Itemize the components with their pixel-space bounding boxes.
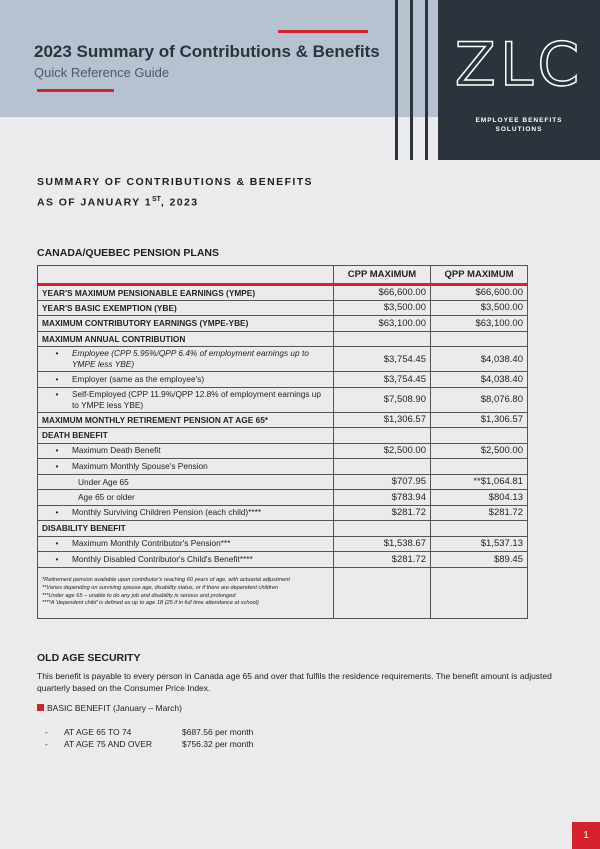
row-cpp-value (334, 521, 431, 537)
row-cpp-value: $63,100.00 (334, 316, 431, 332)
table-row (38, 331, 528, 347)
table-row (38, 459, 528, 475)
row-label-cell (38, 347, 334, 372)
footnotes (38, 567, 334, 618)
header-blank (38, 266, 334, 285)
row-label: Monthly Disabled Contributor's Child's Benefit**** (72, 553, 253, 564)
table-row (38, 285, 528, 301)
bullet-icon: • (55, 507, 59, 518)
row-qpp-value: $281.72 (431, 505, 528, 521)
table-row (38, 372, 528, 388)
table-row (38, 316, 528, 332)
bullet-icon: • (55, 445, 59, 456)
page-title: 2023 Summary of Contributions & Benefits (34, 42, 380, 61)
table-row (38, 300, 528, 316)
table-row (38, 474, 528, 490)
row-qpp-value: $804.13 (431, 490, 528, 506)
dash-icon: - (45, 727, 48, 737)
table-row (38, 347, 528, 372)
row-label: Maximum Death Benefit (72, 445, 161, 456)
row-label: YEAR'S BASIC EXEMPTION (YBE) (38, 300, 334, 316)
summary-line2 (37, 191, 313, 212)
summary-date-sup: ST (151, 196, 161, 203)
row-label-cell (38, 387, 334, 412)
row-label: YEAR'S MAXIMUM PENSIONABLE EARNINGS (YMPE) (38, 285, 334, 301)
row-label: MAXIMUM ANNUAL CONTRIBUTION (38, 331, 334, 347)
row-label-cell (38, 505, 334, 521)
summary-date-prefix: AS OF JANUARY 1 (37, 196, 152, 209)
table-header-row (38, 266, 528, 285)
table-notes-row (38, 567, 528, 618)
table-row (38, 536, 528, 552)
list-item (45, 739, 253, 749)
accent-line-top (278, 30, 368, 33)
row-qpp-value: $3,500.00 (431, 300, 528, 316)
bullet-icon: • (55, 538, 59, 549)
row-qpp-value (431, 459, 528, 475)
decor-line-1 (395, 0, 398, 160)
row-label-cell (38, 536, 334, 552)
table-row (38, 505, 528, 521)
row-label: Age 65 or older (38, 490, 334, 506)
row-cpp-value: $281.72 (334, 505, 431, 521)
row-label-cell (38, 372, 334, 388)
row-cpp-value: $707.95 (334, 474, 431, 490)
logo-tagline-line2: SOLUTIONS (495, 126, 543, 133)
row-qpp-value (431, 521, 528, 537)
row-cpp-value: $2,500.00 (334, 443, 431, 459)
logo-tagline-line1: EMPLOYEE BENEFITS (475, 117, 563, 124)
row-qpp-value: **$1,064.81 (431, 474, 528, 490)
oas-section-title: OLD AGE SECURITY (37, 652, 141, 664)
row-label: MAXIMUM MONTHLY RETIREMENT PENSION AT AGE 65* (38, 412, 334, 428)
list-item (45, 727, 253, 737)
row-label-cell (38, 443, 334, 459)
notes-blank-qpp (431, 567, 528, 618)
footnote: ****A 'dependent child' is defined as up to age 18 (25 if in full time attendance at school) (42, 600, 259, 607)
page-subtitle: Quick Reference Guide (34, 65, 170, 80)
row-label-cell (38, 552, 334, 568)
row-qpp-value: $66,600.00 (431, 285, 528, 301)
row-cpp-value: $783.94 (334, 490, 431, 506)
row-cpp-value: $66,600.00 (334, 285, 431, 301)
page-number: 1 (572, 822, 600, 849)
row-cpp-value: $7,508.90 (334, 387, 431, 412)
row-label: Under Age 65 (38, 474, 334, 490)
row-cpp-value: $1,306.57 (334, 412, 431, 428)
row-cpp-value (334, 331, 431, 347)
basic-benefit-label: BASIC BENEFIT (January – March) (47, 703, 182, 713)
col-header-qpp: QPP MAXIMUM (431, 266, 528, 285)
summary-date-suffix: , 2023 (160, 196, 199, 209)
row-cpp-value: $281.72 (334, 552, 431, 568)
row-label: DEATH BENEFIT (38, 428, 334, 444)
summary-heading (37, 174, 313, 212)
decor-line-3 (425, 0, 428, 160)
age-label: AT AGE 65 TO 74 (64, 727, 132, 737)
basic-benefit-heading (37, 703, 182, 713)
row-qpp-value: $63,100.00 (431, 316, 528, 332)
bullet-icon: • (55, 373, 59, 384)
row-cpp-value (334, 428, 431, 444)
row-qpp-value: $4,038.40 (431, 347, 528, 372)
table-row (38, 552, 528, 568)
row-cpp-value: $1,538.67 (334, 536, 431, 552)
row-label: Maximum Monthly Spouse's Pension (72, 460, 208, 471)
row-label: Maximum Monthly Contributor's Pension*** (72, 538, 231, 549)
row-cpp-value (334, 459, 431, 475)
decor-line-2 (410, 0, 413, 160)
row-qpp-value: $1,537.13 (431, 536, 528, 552)
row-label: Employee (CPP 5.95%/QPP 6.4% of employment earnings up to YMPE less YBE) (72, 348, 309, 369)
table-row (38, 490, 528, 506)
row-cpp-value: $3,500.00 (334, 300, 431, 316)
age-value: $756.32 per month (182, 739, 254, 749)
footnote: ***Under age 65 – unable to do any job and disability is serious and prolonged (42, 592, 236, 599)
logo-panel (438, 0, 600, 160)
row-qpp-value: $1,306.57 (431, 412, 528, 428)
red-square-icon (37, 704, 44, 711)
pension-table (37, 265, 528, 619)
row-cpp-value: $3,754.45 (334, 372, 431, 388)
footnote: **Varies depending on surviving spouse age, disability status, or if there are dependent children (42, 584, 279, 591)
row-label: Employer (same as the employee's) (72, 373, 205, 384)
row-cpp-value: $3,754.45 (334, 347, 431, 372)
row-qpp-value (431, 428, 528, 444)
table-row (38, 428, 528, 444)
col-header-cpp: CPP MAXIMUM (334, 266, 431, 285)
row-qpp-value: $4,038.40 (431, 372, 528, 388)
row-qpp-value (431, 331, 528, 347)
logo-tagline (438, 116, 600, 134)
oas-description: This benefit is payable to every person in Canada age 65 and over that fulfils the residence requirements. The benefit amount is adjusted quarterly based on the Consumer Price Index. (37, 671, 552, 693)
table-row (38, 443, 528, 459)
table-row (38, 387, 528, 412)
age-label: AT AGE 75 AND OVER (64, 739, 153, 749)
zlc-logo: ZLC (454, 30, 584, 100)
bullet-icon: • (55, 388, 59, 399)
summary-line1: SUMMARY OF CONTRIBUTIONS & BENEFITS (37, 176, 313, 188)
accent-line-bottom (37, 89, 114, 92)
table-row (38, 521, 528, 537)
row-label-cell (38, 459, 334, 475)
notes-blank-cpp (334, 567, 431, 618)
pension-section-title: CANADA/QUEBEC PENSION PLANS (37, 247, 220, 259)
age-value: $687.56 per month (182, 727, 254, 737)
bullet-icon: • (55, 460, 59, 471)
row-label: MAXIMUM CONTRIBUTORY EARNINGS (YMPE-YBE) (38, 316, 334, 332)
row-label: Monthly Surviving Children Pension (each child)**** (72, 507, 262, 518)
row-label: DISABILITY BENEFIT (38, 521, 334, 537)
bullet-icon: • (55, 553, 59, 564)
row-qpp-value: $2,500.00 (431, 443, 528, 459)
row-qpp-value: $8,076.80 (431, 387, 528, 412)
row-qpp-value: $89.45 (431, 552, 528, 568)
bullet-icon: • (55, 348, 59, 358)
table-row (38, 412, 528, 428)
footnote: *Retirement pension available upon contributor's reaching 60 years of age, with actuarial adjustment (42, 577, 290, 584)
dash-icon: - (45, 739, 48, 749)
row-label: Self-Employed (CPP 11.9%/QPP 12.8% of employment earnings up to YMPE less YBE) (72, 388, 322, 410)
